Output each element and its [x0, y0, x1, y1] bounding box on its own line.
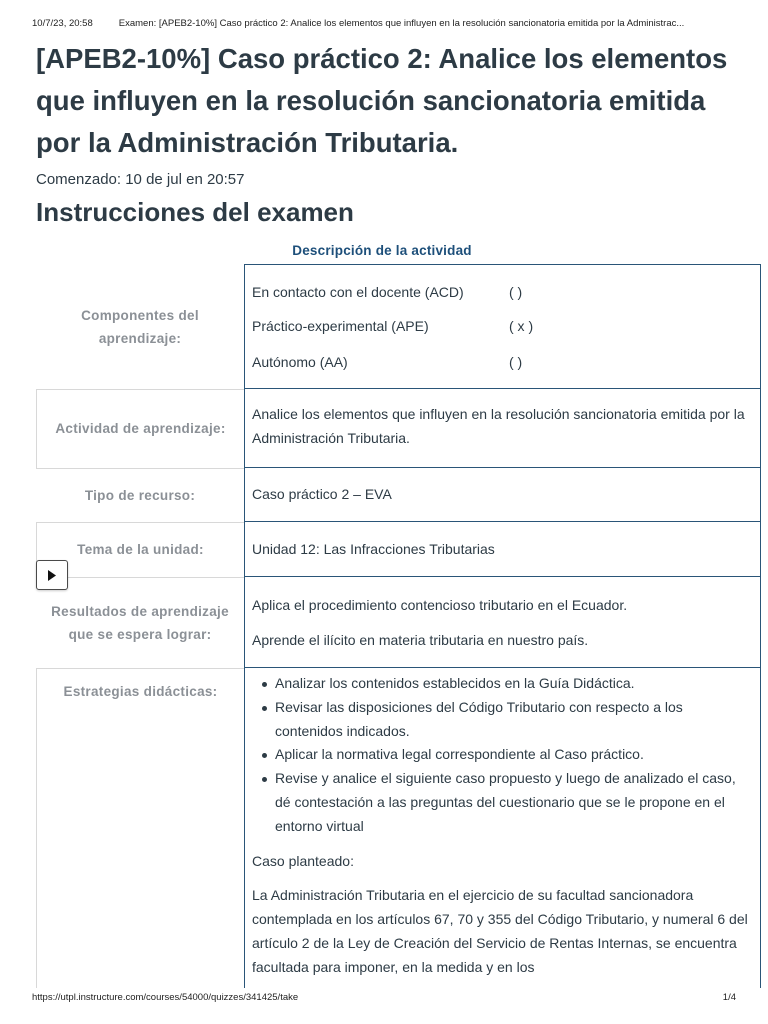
play-button[interactable]: [36, 560, 68, 590]
activity-label: Actividad de aprendizaje:: [36, 389, 244, 468]
list-item: Analizar los contenidos establecidos en la Guía Didáctica.: [252, 672, 752, 696]
strategies-label: Estrategias didácticas:: [36, 668, 244, 988]
case-text: La Administración Tributaria en el ejercicio de su facultad sancionadora contemplada en los artículos 67, 70 y 355 del Código Tributario, y numeral 6 del artículo 2 de la Ley de Creación del Servicio de Rentas Internas, se encuentra facultada para imponer, en la medida y en los: [252, 886, 748, 975]
print-page-title: Examen: [APEB2-10%] Caso práctico 2: Analice los elementos que influyen en la resolución sancionatoria emitida por la Administrac...: [118, 18, 685, 29]
print-url: https://utpl.instructure.com/courses/54000/quizzes/341425/take: [32, 992, 299, 1003]
strategies-list: [252, 672, 752, 839]
print-header: [32, 18, 748, 29]
results-cell: [244, 577, 761, 668]
activity-row: [36, 389, 761, 468]
unit-label: Tema de la unidad:: [36, 522, 244, 577]
resource-text: Caso práctico 2 – EVA: [252, 486, 392, 502]
print-datetime: 10/7/23, 20:58: [32, 18, 93, 29]
component-aa: Autónomo (AA): [252, 354, 348, 370]
list-item: Revisar las disposiciones del Código Tributario con respecto a los contenidos indicados.: [252, 696, 752, 744]
play-icon: [47, 570, 57, 581]
unit-text: Unidad 12: Las Infracciones Tributarias: [252, 541, 495, 557]
list-item: Aplicar la normativa legal correspondiente al Caso práctico.: [252, 743, 752, 767]
unit-cell: [244, 522, 761, 577]
case-label: Caso planteado:: [252, 852, 354, 869]
component-ape: Práctico-experimental (APE): [252, 318, 429, 334]
instructions-heading: Instrucciones del examen: [36, 197, 354, 227]
quiz-title-line-2: que influyen en la resolución sancionatoria emitida: [36, 85, 706, 116]
started-label: Comenzado: 10 de jul en 20:57: [36, 171, 245, 188]
component-aa-mark: ( ): [509, 354, 523, 370]
quiz-title: [36, 38, 736, 164]
unit-row: [36, 522, 761, 577]
components-row: [36, 264, 761, 389]
activity-cell: [244, 389, 761, 468]
print-footer: [32, 992, 736, 1003]
print-page-number: 1/4: [722, 992, 736, 1003]
resource-label: Tipo de recurso:: [84, 487, 196, 503]
table-caption: Descripción de la actividad: [292, 243, 472, 258]
quiz-title-line-1: [APEB2-10%] Caso práctico 2: Analice los elementos: [36, 43, 728, 74]
components-label: Componentes del aprendizaje:: [81, 307, 199, 346]
results-row: [36, 577, 761, 668]
quiz-title-line-3: por la Administración Tributaria.: [36, 127, 459, 158]
activity-text: Analice los elementos que influyen en la resolución sancionatoria emitida por la Administración Tributaria.: [252, 406, 745, 446]
results-label: Resultados de aprendizaje que se espera lograr:: [51, 603, 229, 642]
results-line-2: Aprende el ilícito en materia tributaria en nuestro país.: [252, 632, 589, 648]
components-cell: [244, 264, 761, 389]
resource-row: [36, 468, 761, 522]
list-item: Revise y analice el siguiente caso propuesto y luego de analizado el caso, dé contestación a las preguntas del cuestionario que se le propone en el entorno virtual: [252, 767, 752, 838]
component-acd: En contacto con el docente (ACD): [252, 284, 464, 300]
component-ape-mark: ( x ): [509, 318, 534, 334]
component-acd-mark: ( ): [509, 284, 523, 300]
resource-cell: [244, 468, 761, 522]
strategies-cell: [244, 668, 761, 988]
results-line-1: Aplica el procedimiento contencioso tributario en el Ecuador.: [252, 597, 628, 613]
strategies-row: [36, 668, 761, 988]
